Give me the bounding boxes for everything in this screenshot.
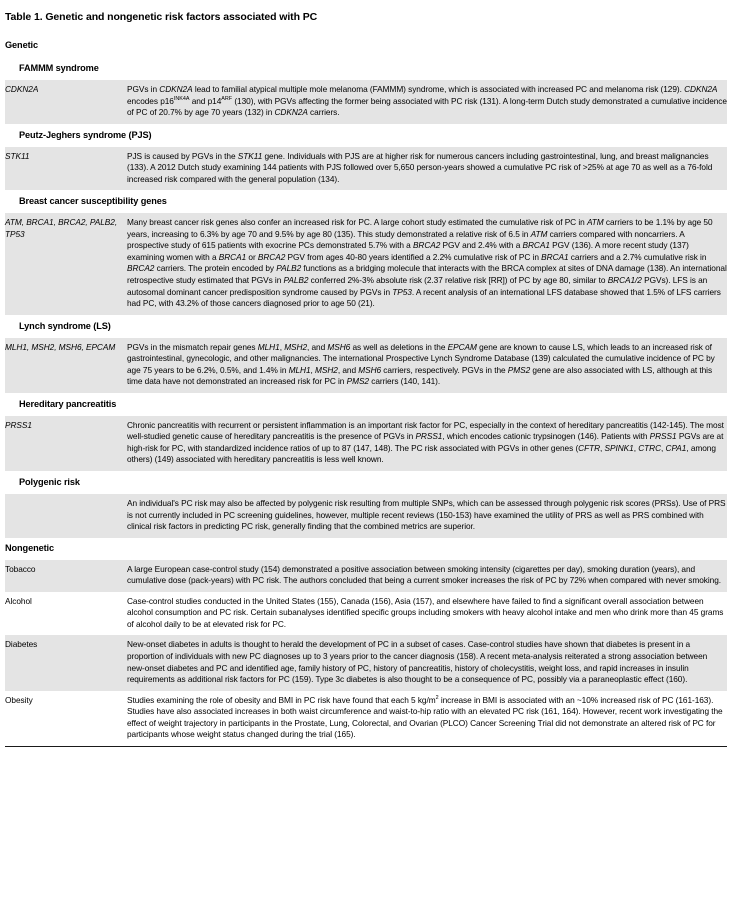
row-label: MLH1, MSH2, MSH6, EPCAM [5, 338, 127, 393]
subsection-header-row [5, 315, 727, 338]
risk-factors-table [5, 35, 727, 746]
row-description: Chronic pancreatitis with recurrent or persistent inflammation is an important risk factor for PC, especially in the context of hereditary pancreatitis (142-145). The most well-studied genetic cause of hereditary pancreatitis is the presence of PGVs in PRSS1, which encodes cationic trypsinogen (146). Patients with PRSS1 PGVs are at high-risk for PC, with standardized incidence ratios of up to 87 (147, 148). The PC risk associated with PGVs in other genes (CFTR, SPINK1, CTRC, CPA1, among others) (149) associated with hereditary pancreatitis is less well known. [127, 416, 727, 471]
row-label: Diabetes [5, 635, 127, 690]
section-header-label: Genetic [5, 35, 727, 57]
table-row [5, 338, 727, 393]
subsection-header-row [5, 57, 727, 80]
table-row [5, 80, 727, 124]
table-row [5, 592, 727, 636]
section-header-label: Nongenetic [5, 538, 727, 560]
row-label: CDKN2A [5, 80, 127, 124]
table-title: Table 1. Genetic and nongenetic risk factors associated with PC [5, 11, 318, 23]
row-label: Tobacco [5, 560, 127, 592]
table-row [5, 691, 727, 746]
table-row [5, 635, 727, 690]
row-label [5, 494, 127, 538]
row-label: Alcohol [5, 592, 127, 636]
table-body [5, 35, 727, 746]
subsection-header-row [5, 471, 727, 494]
table-bottom-rule [5, 746, 727, 747]
subsection-header-row [5, 190, 727, 213]
subsection-header-label: Peutz-Jeghers syndrome (PJS) [5, 124, 727, 147]
subsection-header-label: FAMMM syndrome [5, 57, 727, 80]
subsection-header-label: Breast cancer susceptibility genes [5, 190, 727, 213]
subsection-header-row [5, 124, 727, 147]
subsection-header-label: Hereditary pancreatitis [5, 393, 727, 416]
row-description: Studies examining the role of obesity and BMI in PC risk have found that each 5 $kg/m^2$ increase in BMI is associated with an ~10% increased risk of PC (161-163). Studies have also associated increases in both waist circumference and waist-to-hip ratio with an elevated PC risk (161, 164). However, recent work investigating the effect of weight trajectory in participants in the Prostate, Lung, Colorectal, and Ovarian (PLCO) Cancer Screening Trial did not demonstrate an altered risk of PC for participants whose weight status changed during the trial (165). [127, 691, 727, 746]
row-label: PRSS1 [5, 416, 127, 471]
table-row [5, 213, 727, 314]
table-row [5, 147, 727, 191]
row-description: New-onset diabetes in adults is thought to herald the development of PC in a subset of cases. Case-control studies have shown that diabetes is present in a proportion of individuals with new PC diagnoses up to 3 years prior to the cancer diagnosis (158). A recent meta-analysis reiterated a strong association between new-onset diabetes and PC and identified age, family history of PC, history of pancreatitis, history of cholecystitis, weight loss, and rapid increases in insulin requirements as additional risk factors for PC (159). Type 3c diabetes is also thought to be a consequence of PC, possibly via a paraneoplastic effect (160). [127, 635, 727, 690]
table-row [5, 494, 727, 538]
table-row [5, 560, 727, 592]
subsection-header-label: Lynch syndrome (LS) [5, 315, 727, 338]
row-label: ATM, BRCA1, BRCA2, PALB2, TP53 [5, 213, 127, 314]
row-description: PGVs in CDKN2A lead to familial atypical multiple mole melanoma (FAMMM) syndrome, which is associated with increased PC and melanoma risk (129). CDKN2A encodes $p16^{INK4A}$ and $p14^{ARF}$ (130), with PGVs affecting the former being associated with PC risk (131). A long-term Dutch study demonstrated a cumulative incidence of PC of 20.7% by age 70 years (132) in CDKN2A carriers. [127, 80, 727, 124]
subsection-header-row [5, 393, 727, 416]
row-description: Case-control studies conducted in the United States (155), Canada (156), Asia (157), and elsewhere have failed to find a significant overall association between alcohol consumption and PC risk. Certain subanalyses identified specific groups including smokers with heavy alcohol intake and men who drink more than 45 grams of alcohol daily to be at elevated risk for PC. [127, 592, 727, 636]
row-description: Many breast cancer risk genes also confer an increased risk for PC. A large cohort study estimated the cumulative risk of PC in ATM carriers to be 1.1% by age 50 years, increasing to 6.3% by age 70 and 9.5% by age 80 (135). This study demonstrated a relative risk of 6.5 in ATM carriers compared with noncarriers. A prospective study of 615 patients with exocrine PCs demonstrated 5.7% with a BRCA2 PGV and 2.4% with a BRCA1 PGV (136). A more recent study (137) examining women with a BRCA1 or BRCA2 PGV from ages 40-80 years identified a 2.2% cumulative risk of PC in BRCA1 carriers and a 2.7% cumulative risk in BRCA2 carriers. The protein encoded by PALB2 functions as a bridging molecule that interacts with the BRCA complex at sites of DNA damage (138). An international retrospective study estimated that PGVs in PALB2 conferred 2%-3% absolute risk (2.37 relative risk [RR]) of PC by age 80, similar to BRCA1/2 PGVs). LFS is an autosomal dominant cancer predisposition syndrome caused by PGVs in TP53. A recent analysis of an international LFS database showed that 1.5% of LFS carriers had PC, with 43.2% of those cancers diagnosed prior to age 50 (21). [127, 213, 727, 314]
section-header-row [5, 538, 727, 560]
row-label: STK11 [5, 147, 127, 191]
table-row [5, 416, 727, 471]
subsection-header-label: Polygenic risk [5, 471, 727, 494]
row-description: PJS is caused by PGVs in the STK11 gene. Individuals with PJS are at higher risk for numerous cancers including gastrointestinal, lung, and breast malignancies (133). A 2012 Dutch study examining 144 patients with PJS followed over 5,650 person-years showed a cumulative PC risk of >25% at age 70 as well as a 76-fold increased risk compared with the general population (134). [127, 147, 727, 191]
row-description: PGVs in the mismatch repair genes MLH1, MSH2, and MSH6 as well as deletions in the EPCAM gene are known to cause LS, which leads to an increased risk of gastrointestinal, gynecologic, and other malignancies. The international Prospective Lynch Syndrome Database (139) calculated the cumulative incidence of PC by age 75 years to be 6.2%, 0.5%, and 1.4% in MLH1, MSH2, and MSH6 carriers, respectively. PGVs in the PMS2 gene are also associated with LS, although at this time data have not demonstrated an increased risk for PC in PMS2 carriers (140, 141). [127, 338, 727, 393]
section-header-row [5, 35, 727, 57]
row-description: A large European case-control study (154) demonstrated a positive association between smoking intensity (cigarettes per day), smoking duration (years), and cumulative dose (pack-years) with PC risk. The authors concluded that being a current smoker increases the risk of PC by 72% when compared with never smoking. [127, 560, 727, 592]
row-label: Obesity [5, 691, 127, 746]
row-description: An individual's PC risk may also be affected by polygenic risk resulting from multiple SNPs, which can be assessed through polygenic risk scores (PRSs). Use of PRS is not currently included in PC screening guidelines, however, multiple recent reviews (150-153) have examined the utility of PRS as well as PRS combined with clinical risk factors in predicting PC risk, generally finding that the combined metrics are superior. [127, 494, 727, 538]
